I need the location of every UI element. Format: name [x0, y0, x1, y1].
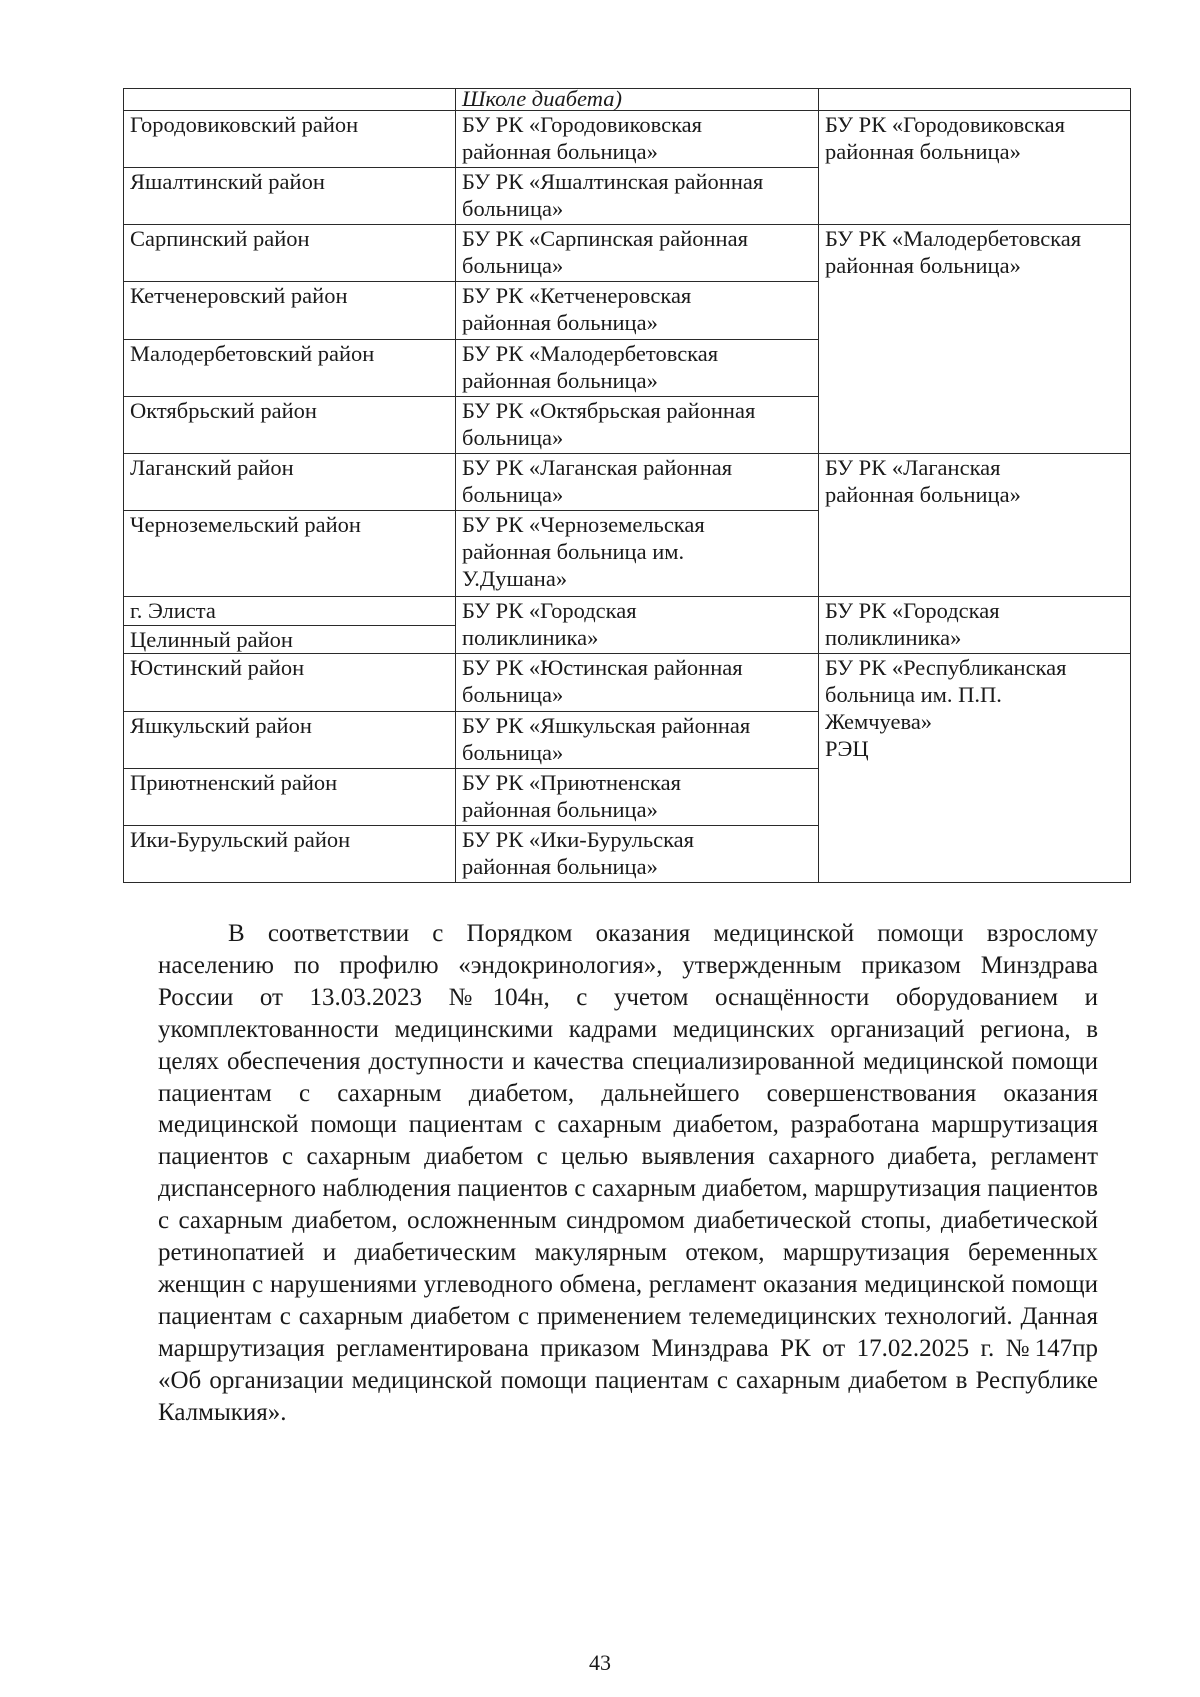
hospital-cell: БУ РК «Городовиковская районная больница» [456, 111, 819, 168]
district-cell: Юстинский район [124, 654, 456, 711]
district-cell: Приютненский район [124, 768, 456, 825]
hospital-cell: БУ РК «Октябрьская районная больница» [456, 396, 819, 453]
hospital-cell: БУ РК «Городская поликлиника» [456, 597, 819, 654]
center-cell: БУ РК «Лаганская районная больница» [819, 453, 1131, 596]
district-name: Целинный район [124, 625, 455, 653]
hospital-cell: БУ РК «Яшалтинская районная больница» [456, 168, 819, 225]
district-cell: Городовиковский район [124, 111, 456, 168]
body-paragraph: В соответствии с Порядком оказания медицинской помощи взрослому населению по профилю «эндокринология», утвержденным приказом Минздрава России от 13.03.2023 №104н, с учетом оснащённости оборудованием и укомплектованности медицинскими кадрами медицинских организаций региона, в целях обеспечения доступности и качества специализированной медицинской помощи пациентам с сахарным диабетом, дальнейшего совершенствования оказания медицинской помощи пациентам с сахарным диабетом, разработана маршрутизация пациентов с сахарным диабетом с целью выявления сахарного диабета, регламент диспансерного наблюдения пациентов с сахарным диабетом, маршрутизация пациентов с сахарным диабетом, осложненным синдромом диабетической стопы, диабетической ретинопатией и диабетическим макулярным отеком, маршрутизация беременных женщин с нарушениями углеводного обмена, регламент оказания медицинской помощи пациентам с сахарным диабетом с применением телемедицинских технологий. Данная маршрутизация регламентирована приказом Минздрава РК от 17.02.2025 г. №147пр «Об организации медицинской помощи пациентам с сахарным диабетом в Республике Калмыкия». [158, 920, 1098, 1426]
hospital-cell: БУ РК «Лаганская районная больница» [456, 453, 819, 510]
table-row [124, 453, 1131, 510]
district-cell: Лаганский район [124, 453, 456, 510]
table-header-continuation: Школе диабета) [456, 89, 819, 111]
center-cell: БУ РК «Республиканская больница им. П.П. Жемчуева» РЭЦ [819, 654, 1131, 883]
district-cell: Яшалтинский район [124, 168, 456, 225]
table-cell-empty [124, 89, 456, 111]
hospital-cell: БУ РК «Сарпинская районная больница» [456, 225, 819, 282]
district-cell: Кетченеровский район [124, 282, 456, 339]
district-name: г. Элиста [130, 598, 216, 624]
district-cell [124, 597, 456, 654]
center-cell: БУ РК «Городовиковская районная больница» [819, 111, 1131, 225]
hospital-cell: БУ РК «Яшкульская районная больница» [456, 711, 819, 768]
hospital-cell: БУ РК «Малодербетовская районная больница» [456, 339, 819, 396]
district-cell: Сарпинский район [124, 225, 456, 282]
district-cell: Яшкульский район [124, 711, 456, 768]
hospital-cell: БУ РК «Кетченеровская районная больница» [456, 282, 819, 339]
table-row [124, 111, 1131, 168]
table-row [124, 225, 1131, 282]
district-cell: Октябрьский район [124, 396, 456, 453]
center-cell: БУ РК «Городская поликлиника» [819, 597, 1131, 654]
district-cell: Ики-Бурульский район [124, 825, 456, 882]
hospital-cell: БУ РК «Ики-Бурульская районная больница» [456, 825, 819, 882]
routing-table [123, 88, 1131, 883]
district-cell: Черноземельский район [124, 511, 456, 597]
table-row [124, 597, 1131, 654]
center-cell: БУ РК «Малодербетовская районная больница» [819, 225, 1131, 454]
page-number: 43 [589, 1650, 611, 1675]
table-row [124, 654, 1131, 711]
hospital-cell: БУ РК «Черноземельская районная больница им. У.Душана» [456, 511, 819, 597]
table-cell-empty [819, 89, 1131, 111]
district-cell: Малодербетовский район [124, 339, 456, 396]
hospital-cell: БУ РК «Юстинская районная больница» [456, 654, 819, 711]
table-row [124, 89, 1131, 111]
hospital-cell: БУ РК «Приютненская районная больница» [456, 768, 819, 825]
